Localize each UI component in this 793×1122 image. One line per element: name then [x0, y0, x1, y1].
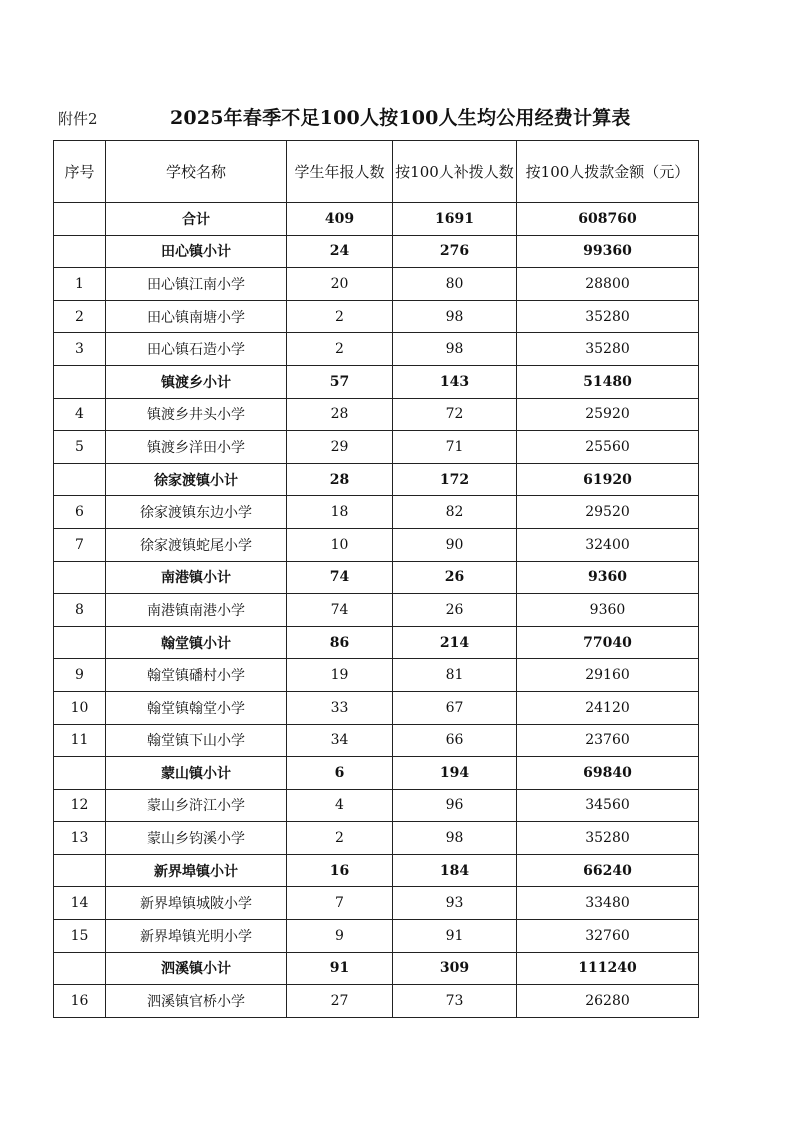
cell-reported-students: 28: [287, 398, 393, 431]
cell-serial-no: [54, 463, 106, 496]
cell-serial-no: [54, 626, 106, 659]
cell-supplement-count: 72: [393, 398, 517, 431]
cell-school-name: 田心镇小计: [106, 235, 287, 268]
header-reported-students: 学生年报人数: [287, 141, 393, 203]
cell-serial-no: 2: [54, 300, 106, 333]
cell-allocation-amount: 35280: [517, 333, 699, 366]
cell-allocation-amount: 25920: [517, 398, 699, 431]
cell-supplement-count: 276: [393, 235, 517, 268]
cell-supplement-count: 184: [393, 854, 517, 887]
cell-school-name: 蒙山镇小计: [106, 757, 287, 790]
table-row: [54, 431, 699, 464]
subtotal-row: [54, 952, 699, 985]
cell-reported-students: 27: [287, 985, 393, 1018]
cell-serial-no: [54, 365, 106, 398]
cell-school-name: 泗溪镇小计: [106, 952, 287, 985]
cell-serial-no: [54, 952, 106, 985]
cell-serial-no: 6: [54, 496, 106, 529]
cell-supplement-count: 1691: [393, 203, 517, 236]
table-row: [54, 985, 699, 1018]
cell-school-name: 南港镇小计: [106, 561, 287, 594]
cell-allocation-amount: 66240: [517, 854, 699, 887]
cell-supplement-count: 194: [393, 757, 517, 790]
cell-serial-no: 4: [54, 398, 106, 431]
cell-supplement-count: 71: [393, 431, 517, 464]
cell-serial-no: 9: [54, 659, 106, 692]
header-serial-no: 序号: [54, 141, 106, 203]
cell-allocation-amount: 99360: [517, 235, 699, 268]
cell-school-name: 翰堂镇小计: [106, 626, 287, 659]
cell-allocation-amount: 26280: [517, 985, 699, 1018]
table-row: [54, 659, 699, 692]
table-row: [54, 724, 699, 757]
cell-school-name: 镇渡乡洋田小学: [106, 431, 287, 464]
table-body: [54, 203, 699, 1018]
cell-allocation-amount: 32400: [517, 528, 699, 561]
cell-reported-students: 74: [287, 594, 393, 627]
cell-school-name: 泗溪镇官桥小学: [106, 985, 287, 1018]
table-row: [54, 887, 699, 920]
cell-allocation-amount: 32760: [517, 920, 699, 953]
cell-reported-students: 4: [287, 789, 393, 822]
cell-reported-students: 409: [287, 203, 393, 236]
table-row: [54, 789, 699, 822]
header-row: [54, 141, 699, 203]
cell-serial-no: 16: [54, 985, 106, 1018]
cell-allocation-amount: 28800: [517, 268, 699, 301]
table-row: [54, 528, 699, 561]
cell-school-name: 合计: [106, 203, 287, 236]
cell-supplement-count: 66: [393, 724, 517, 757]
cell-allocation-amount: 29520: [517, 496, 699, 529]
cell-serial-no: [54, 757, 106, 790]
cell-supplement-count: 309: [393, 952, 517, 985]
cell-serial-no: 15: [54, 920, 106, 953]
cell-serial-no: [54, 203, 106, 236]
cell-school-name: 新界埠镇城陂小学: [106, 887, 287, 920]
cell-reported-students: 6: [287, 757, 393, 790]
table-row: [54, 691, 699, 724]
cell-serial-no: [54, 235, 106, 268]
cell-reported-students: 86: [287, 626, 393, 659]
cell-school-name: 镇渡乡小计: [106, 365, 287, 398]
table-row: [54, 268, 699, 301]
table-row: [54, 496, 699, 529]
cell-serial-no: 14: [54, 887, 106, 920]
cell-supplement-count: 67: [393, 691, 517, 724]
cell-allocation-amount: 29160: [517, 659, 699, 692]
cell-supplement-count: 143: [393, 365, 517, 398]
subtotal-row: [54, 854, 699, 887]
cell-allocation-amount: 35280: [517, 300, 699, 333]
cell-school-name: 徐家渡镇蛇尾小学: [106, 528, 287, 561]
table-row: [54, 300, 699, 333]
cell-supplement-count: 98: [393, 333, 517, 366]
subtotal-row: [54, 626, 699, 659]
cell-reported-students: 9: [287, 920, 393, 953]
cell-allocation-amount: 33480: [517, 887, 699, 920]
cell-serial-no: 7: [54, 528, 106, 561]
header-supplement-count: 按100人补拨人数: [393, 141, 517, 203]
cell-supplement-count: 90: [393, 528, 517, 561]
cell-supplement-count: 214: [393, 626, 517, 659]
cell-school-name: 田心镇江南小学: [106, 268, 287, 301]
cell-school-name: 翰堂镇翰堂小学: [106, 691, 287, 724]
cell-supplement-count: 26: [393, 561, 517, 594]
cell-supplement-count: 172: [393, 463, 517, 496]
table-row: [54, 594, 699, 627]
cell-reported-students: 34: [287, 724, 393, 757]
cell-reported-students: 7: [287, 887, 393, 920]
subtotal-row: [54, 365, 699, 398]
funding-table: [53, 140, 699, 1018]
cell-allocation-amount: 35280: [517, 822, 699, 855]
cell-allocation-amount: 24120: [517, 691, 699, 724]
cell-allocation-amount: 51480: [517, 365, 699, 398]
subtotal-row: [54, 203, 699, 236]
cell-allocation-amount: 34560: [517, 789, 699, 822]
cell-school-name: 田心镇石造小学: [106, 333, 287, 366]
cell-reported-students: 57: [287, 365, 393, 398]
cell-reported-students: 74: [287, 561, 393, 594]
cell-reported-students: 18: [287, 496, 393, 529]
cell-school-name: 新界埠镇小计: [106, 854, 287, 887]
table-row: [54, 398, 699, 431]
cell-school-name: 南港镇南港小学: [106, 594, 287, 627]
cell-allocation-amount: 69840: [517, 757, 699, 790]
cell-reported-students: 20: [287, 268, 393, 301]
attachment-label: 附件2: [58, 110, 98, 128]
cell-school-name: 新界埠镇光明小学: [106, 920, 287, 953]
document-title: 2025年春季不足100人按100人生均公用经费计算表: [170, 107, 631, 129]
cell-serial-no: 13: [54, 822, 106, 855]
cell-reported-students: 2: [287, 300, 393, 333]
subtotal-row: [54, 463, 699, 496]
cell-allocation-amount: 9360: [517, 594, 699, 627]
cell-school-name: 徐家渡镇东边小学: [106, 496, 287, 529]
cell-allocation-amount: 25560: [517, 431, 699, 464]
cell-allocation-amount: 77040: [517, 626, 699, 659]
header-school-name: 学校名称: [106, 141, 287, 203]
cell-serial-no: [54, 561, 106, 594]
table-row: [54, 920, 699, 953]
cell-supplement-count: 98: [393, 822, 517, 855]
cell-supplement-count: 26: [393, 594, 517, 627]
cell-reported-students: 91: [287, 952, 393, 985]
subtotal-row: [54, 235, 699, 268]
cell-school-name: 田心镇南塘小学: [106, 300, 287, 333]
cell-allocation-amount: 111240: [517, 952, 699, 985]
table-header: [54, 141, 699, 203]
cell-reported-students: 10: [287, 528, 393, 561]
cell-school-name: 翰堂镇磻村小学: [106, 659, 287, 692]
cell-supplement-count: 81: [393, 659, 517, 692]
subtotal-row: [54, 561, 699, 594]
cell-school-name: 翰堂镇下山小学: [106, 724, 287, 757]
cell-school-name: 镇渡乡井头小学: [106, 398, 287, 431]
cell-serial-no: 8: [54, 594, 106, 627]
cell-allocation-amount: 23760: [517, 724, 699, 757]
cell-supplement-count: 96: [393, 789, 517, 822]
cell-reported-students: 33: [287, 691, 393, 724]
cell-reported-students: 29: [287, 431, 393, 464]
cell-reported-students: 24: [287, 235, 393, 268]
cell-school-name: 蒙山乡钧溪小学: [106, 822, 287, 855]
cell-serial-no: 1: [54, 268, 106, 301]
table-row: [54, 822, 699, 855]
cell-school-name: 徐家渡镇小计: [106, 463, 287, 496]
cell-supplement-count: 91: [393, 920, 517, 953]
cell-supplement-count: 73: [393, 985, 517, 1018]
cell-allocation-amount: 61920: [517, 463, 699, 496]
cell-supplement-count: 80: [393, 268, 517, 301]
cell-reported-students: 19: [287, 659, 393, 692]
cell-allocation-amount: 9360: [517, 561, 699, 594]
cell-reported-students: 2: [287, 822, 393, 855]
cell-supplement-count: 93: [393, 887, 517, 920]
header-allocation-amount: 按100人拨款金额（元）: [517, 141, 699, 203]
cell-reported-students: 28: [287, 463, 393, 496]
cell-reported-students: 2: [287, 333, 393, 366]
cell-serial-no: 10: [54, 691, 106, 724]
cell-serial-no: 12: [54, 789, 106, 822]
cell-supplement-count: 82: [393, 496, 517, 529]
cell-serial-no: 5: [54, 431, 106, 464]
table-row: [54, 333, 699, 366]
cell-serial-no: [54, 854, 106, 887]
cell-serial-no: 3: [54, 333, 106, 366]
cell-serial-no: 11: [54, 724, 106, 757]
cell-reported-students: 16: [287, 854, 393, 887]
subtotal-row: [54, 757, 699, 790]
cell-allocation-amount: 608760: [517, 203, 699, 236]
cell-school-name: 蒙山乡浒江小学: [106, 789, 287, 822]
cell-supplement-count: 98: [393, 300, 517, 333]
